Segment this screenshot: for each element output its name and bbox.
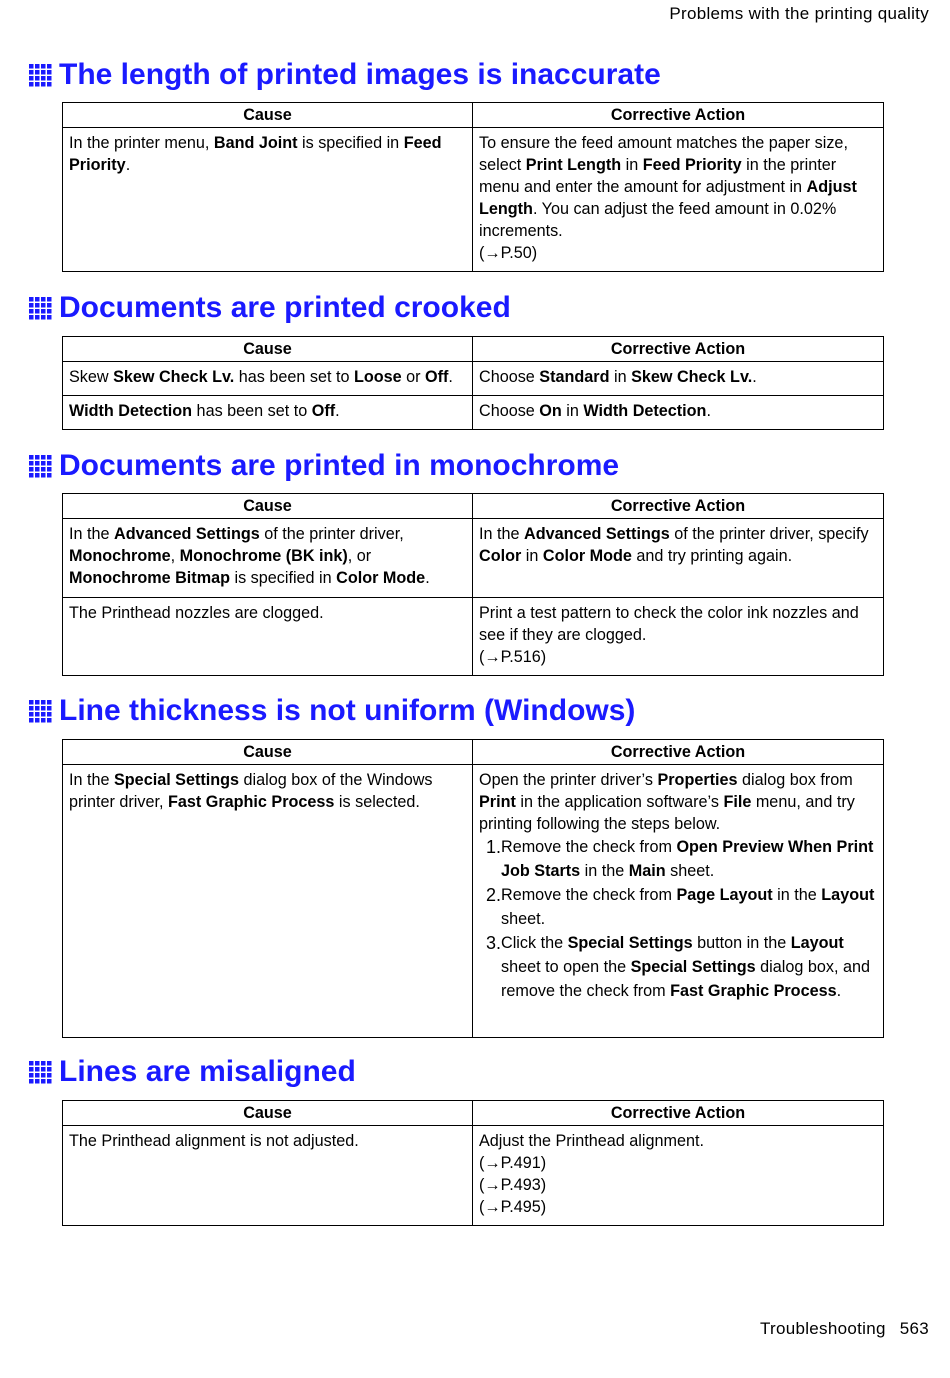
text-run: Remove the check from bbox=[501, 886, 677, 904]
bold-term: Properties bbox=[657, 771, 738, 789]
bold-term: Fast Graphic Process bbox=[167, 793, 335, 811]
cause-action-table bbox=[62, 493, 884, 676]
text-run: , or bbox=[347, 547, 372, 565]
action-cell bbox=[473, 362, 884, 396]
text-run: in bbox=[621, 156, 643, 174]
cause-column-header: Cause bbox=[63, 337, 473, 362]
running-header: Problems with the printing quality bbox=[669, 4, 929, 23]
action-column-header: Corrective Action bbox=[473, 494, 884, 519]
cause-action-table bbox=[62, 1100, 884, 1226]
step-number: 1. bbox=[485, 837, 501, 857]
bold-term: Skew Check Lv. bbox=[631, 368, 753, 386]
bold-term: Layout bbox=[821, 886, 875, 904]
text-run: in bbox=[521, 547, 543, 565]
cause-cell bbox=[63, 362, 473, 396]
text-run: , bbox=[170, 547, 180, 565]
text-run: in the printer menu and enter the amount for adjustment in bbox=[479, 156, 837, 196]
text-run: Open the printer driver’s bbox=[479, 771, 658, 789]
text-run: The Printhead alignment is not adjusted. bbox=[69, 1132, 359, 1150]
page-reference-link[interactable]: (→P.516) bbox=[479, 648, 547, 666]
bold-term: Color Mode bbox=[542, 547, 632, 565]
page-number: 563 bbox=[899, 1319, 929, 1338]
step-item bbox=[479, 883, 877, 931]
action-cell bbox=[473, 765, 884, 1038]
text-run: sheet. bbox=[501, 910, 546, 928]
bold-term: Open Preview When Print Job Starts bbox=[501, 838, 874, 880]
step-text bbox=[501, 883, 877, 931]
cause-cell bbox=[63, 519, 473, 598]
step-number: 3. bbox=[485, 933, 501, 953]
table-row bbox=[63, 362, 884, 396]
text-run: In the bbox=[479, 525, 524, 543]
page-reference-link[interactable]: (→P.491) bbox=[479, 1154, 547, 1172]
bold-term: Layout bbox=[790, 934, 844, 952]
text-run: in bbox=[609, 368, 632, 386]
section-heading-text: Lines are misaligned bbox=[59, 1055, 356, 1088]
bold-term: Skew Check Lv. bbox=[113, 368, 235, 386]
action-text bbox=[479, 132, 877, 242]
text-run: . bbox=[448, 368, 453, 386]
action-text bbox=[479, 523, 877, 567]
table-row bbox=[63, 598, 884, 676]
text-run: The Printhead nozzles are clogged. bbox=[69, 604, 324, 622]
action-text bbox=[479, 602, 877, 646]
page-reference-link[interactable]: (→P.493) bbox=[479, 1176, 547, 1194]
bold-term: Standard bbox=[539, 368, 610, 386]
bold-term: Monochrome (BK ink) bbox=[179, 547, 348, 565]
text-run: . bbox=[752, 368, 757, 386]
table-header-row bbox=[63, 494, 884, 519]
section-heading-text: The length of printed images is inaccurate bbox=[59, 58, 661, 91]
action-cell bbox=[473, 519, 884, 598]
text-run: Skew bbox=[69, 368, 114, 386]
text-run: sheet. bbox=[665, 862, 715, 880]
table-row bbox=[63, 519, 884, 598]
text-run: sheet to open the bbox=[501, 958, 631, 976]
cause-cell bbox=[63, 396, 473, 430]
step-text bbox=[501, 931, 877, 1003]
step-number: 2. bbox=[485, 885, 501, 905]
cause-column-header: Cause bbox=[63, 1101, 473, 1126]
text-run: Choose bbox=[479, 368, 540, 386]
bold-term: Print Length bbox=[525, 156, 622, 174]
bold-term: Special Settings bbox=[630, 958, 756, 976]
text-run: In the bbox=[69, 771, 114, 789]
action-text bbox=[479, 1130, 877, 1152]
bold-term: Adjust Length bbox=[479, 178, 857, 218]
action-column-header: Corrective Action bbox=[473, 103, 884, 128]
cause-cell bbox=[63, 128, 473, 272]
bold-term: Print bbox=[479, 793, 516, 811]
bold-term: Loose bbox=[353, 368, 402, 386]
bold-term: Page Layout bbox=[676, 886, 773, 904]
cause-column-header: Cause bbox=[63, 494, 473, 519]
table-row bbox=[63, 765, 884, 1038]
cause-column-header: Cause bbox=[63, 103, 473, 128]
bold-term: Special Settings bbox=[567, 934, 693, 952]
action-cell bbox=[473, 396, 884, 430]
text-run: . You can adjust the feed amount in 0.02% increments. bbox=[479, 200, 837, 240]
action-cell bbox=[473, 598, 884, 676]
section-heading bbox=[28, 291, 511, 325]
table-header-row bbox=[63, 740, 884, 765]
text-run: dialog box of the Windows printer driver, bbox=[69, 771, 433, 811]
section-heading bbox=[28, 449, 619, 483]
bold-term: Band Joint bbox=[213, 134, 298, 152]
steps-list bbox=[479, 835, 877, 1003]
text-run: menu, and try printing following the steps below. bbox=[479, 793, 855, 833]
text-run: . bbox=[425, 569, 430, 587]
bold-term: Monochrome bbox=[69, 547, 171, 565]
grid-icon bbox=[28, 699, 53, 724]
text-run: is specified in bbox=[229, 569, 337, 587]
grid-icon bbox=[28, 1060, 53, 1085]
text-run: Adjust the Printhead alignment. bbox=[479, 1132, 704, 1150]
action-text bbox=[479, 769, 877, 835]
text-run: of the printer driver, specify bbox=[669, 525, 869, 543]
cause-cell bbox=[63, 1126, 473, 1226]
table-row bbox=[63, 396, 884, 430]
grid-icon bbox=[28, 296, 53, 321]
text-run: dialog box, and remove the check from bbox=[501, 958, 870, 1000]
text-run: . bbox=[706, 402, 711, 420]
text-run: in the bbox=[580, 862, 629, 880]
bold-term: On bbox=[539, 402, 562, 420]
cause-action-table bbox=[62, 739, 884, 1038]
table-row bbox=[63, 1126, 884, 1226]
action-column-header: Corrective Action bbox=[473, 740, 884, 765]
action-cell bbox=[473, 1126, 884, 1226]
bold-term: Fast Graphic Process bbox=[670, 982, 837, 1000]
grid-icon bbox=[28, 63, 53, 88]
section-heading-text: Documents are printed in monochrome bbox=[59, 449, 620, 482]
table-header-row bbox=[63, 103, 884, 128]
text-run: in the bbox=[772, 886, 822, 904]
text-run: dialog box from bbox=[737, 771, 853, 789]
bold-term: Color Mode bbox=[336, 569, 426, 587]
text-run: of the printer driver, bbox=[259, 525, 404, 543]
cause-column-header: Cause bbox=[63, 740, 473, 765]
text-run: To ensure the feed amount matches the paper size, select bbox=[479, 134, 848, 174]
action-column-header: Corrective Action bbox=[473, 1101, 884, 1126]
table-row bbox=[63, 128, 884, 272]
action-cell bbox=[473, 128, 884, 272]
section-heading bbox=[28, 1055, 356, 1089]
text-run: in bbox=[561, 402, 584, 420]
bold-term: Advanced Settings bbox=[524, 525, 670, 543]
step-text bbox=[501, 835, 877, 883]
table-header-row bbox=[63, 1101, 884, 1126]
step-item bbox=[479, 835, 877, 883]
bold-term: Main bbox=[628, 862, 666, 880]
cause-cell bbox=[63, 598, 473, 676]
bold-term: Special Settings bbox=[114, 771, 240, 789]
text-run: and try printing again. bbox=[631, 547, 793, 565]
text-run: in the application software’s bbox=[515, 793, 724, 811]
step-item bbox=[479, 931, 877, 1003]
section-heading-text: Documents are printed crooked bbox=[59, 291, 511, 324]
text-run: . bbox=[125, 156, 131, 174]
bold-term: Color bbox=[479, 547, 522, 565]
bold-term: Off bbox=[311, 402, 336, 420]
bold-term: Monochrome Bitmap bbox=[69, 569, 230, 587]
bold-term: Width Detection bbox=[69, 402, 193, 420]
text-run: . bbox=[836, 982, 842, 1000]
page-reference-link[interactable]: (→P.50) bbox=[479, 244, 538, 262]
cause-cell bbox=[63, 765, 473, 1038]
grid-icon bbox=[28, 454, 53, 479]
bold-term: Off bbox=[425, 368, 449, 386]
text-run: or bbox=[401, 368, 426, 386]
section-heading bbox=[28, 694, 635, 728]
text-run: Choose bbox=[479, 402, 540, 420]
text-run: Click the bbox=[501, 934, 568, 952]
section-heading bbox=[28, 58, 661, 92]
action-text bbox=[479, 400, 877, 422]
section-heading-text: Line thickness is not uniform (Windows) bbox=[59, 694, 636, 727]
text-run: Remove the check from bbox=[501, 838, 677, 856]
text-run: is selected. bbox=[334, 793, 420, 811]
bold-term: Feed Priority bbox=[642, 156, 742, 174]
page-reference-link[interactable]: (→P.495) bbox=[479, 1198, 547, 1216]
bold-term: File bbox=[723, 793, 752, 811]
footer-section-label: Troubleshooting bbox=[759, 1319, 886, 1338]
text-run: In the printer menu, bbox=[69, 134, 214, 152]
text-run: In the bbox=[69, 525, 114, 543]
bold-term: Advanced Settings bbox=[114, 525, 260, 543]
text-run: has been set to bbox=[192, 402, 312, 420]
text-run: is specified in bbox=[297, 134, 404, 152]
text-run: Print a test pattern to check the color ink nozzles and see if they are clogged. bbox=[479, 604, 859, 644]
table-header-row bbox=[63, 337, 884, 362]
bold-term: Feed Priority bbox=[69, 134, 442, 174]
action-text bbox=[479, 366, 877, 388]
running-footer bbox=[760, 1319, 929, 1339]
bold-term: Width Detection bbox=[583, 402, 707, 420]
action-column-header: Corrective Action bbox=[473, 337, 884, 362]
cause-action-table bbox=[62, 336, 884, 430]
text-run: has been set to bbox=[234, 368, 354, 386]
cause-action-table bbox=[62, 102, 884, 272]
text-run: . bbox=[335, 402, 340, 420]
text-run: button in the bbox=[692, 934, 791, 952]
